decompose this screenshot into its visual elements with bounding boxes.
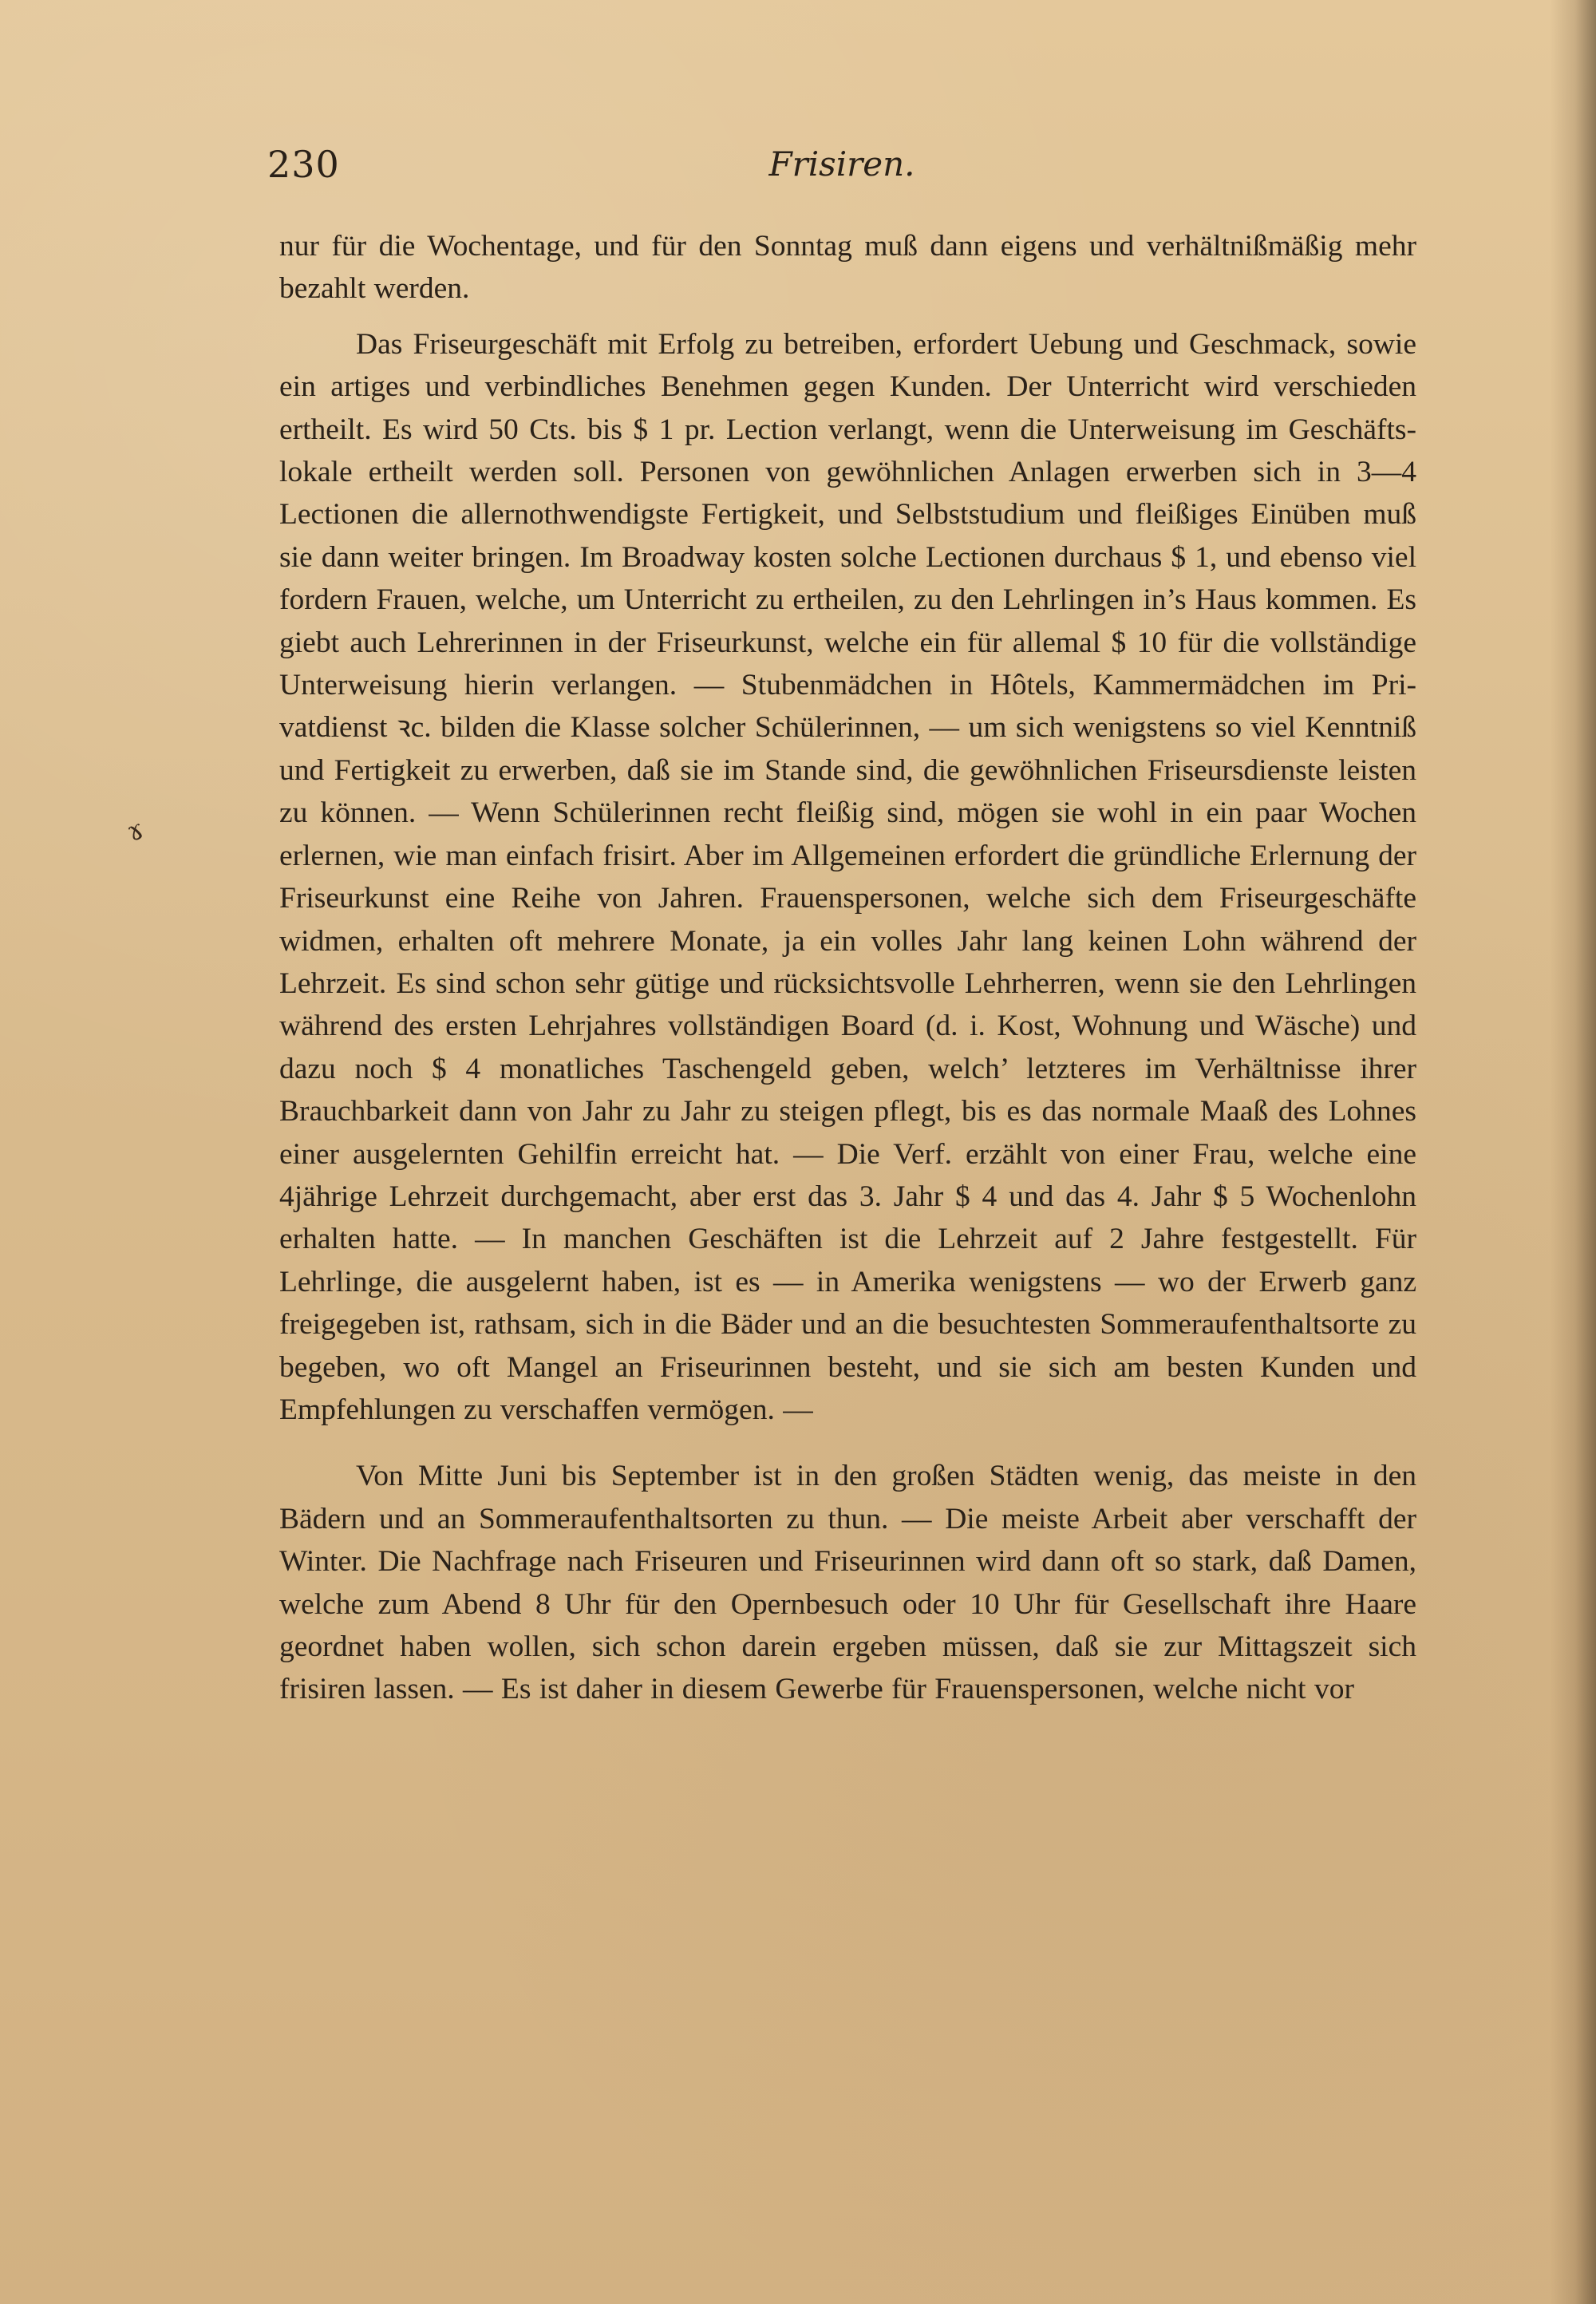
continued-paragraph: nur für die Wochentage, und für den Sonntag muß dann eigens und verhältnißmäßig mehr bezahlt werden. [279,230,1416,306]
training-paragraph: Das Friseurgeschäft mit Erfolg zu betreiben, erfordert Uebung und Geschmack, sowie ein artiges und verbindliches Benehmen gegen Kunden. Der Unterricht wird verschieden ertheilt. Es wird 50 Cts. bis $ 1 pr. Lection verlangt, wenn die Unterweisung im Geschäftslokale ertheilt werden soll. Personen von gewöhnlichen Anlagen erwerben sich in 3—4 Lectionen die allernothwendigste Fertigkeit, und Selbststudium und fleißiges Einüben muß sie dann weiter bringen. Im Broadway kosten solche Lectionen durchaus $ 1, und ebenso viel fordern Frauen, welche, um Unterricht zu ertheilen, zu den Lehrlingen in’s Haus kommen. Es giebt auch Lehrerinnen in der Friseurkunst, welche ein für allemal $ 10 für die vollständige Unterweisung hierin verlangen. — Stubenmädchen in Hôtels, Kammermädchen im Privatdienst ꝛc. bilden die Klasse solcher Schülerinnen, — um sich wenigstens so viel Kenntniß und Fertigkeit zu erwerben, daß sie im Stande sind, die gewöhnlichen Friseursdienste leisten zu können. — Wenn Schülerinnen recht fleißig sind, mögen sie wohl in ein paar Wochen erlernen, wie man einfach frisirt. Aber im Allgemeinen erfordert die gründliche Erlernung der Friseurkunst eine Reihe von Jahren. Frauenspersonen, welche sich dem Friseurgeschäfte widmen, erhalten oft mehrere Monate, ja ein volles Jahr lang keinen Lohn während der Lehrzeit. Es sind schon sehr gütige und rücksichtsvolle Lehrherren, wenn sie den Lehrlingen während des ersten Lehrjahres vollständigen Board (d. i. Kost, Wohnung und Wäsche) und dazu noch $ 4 monatliches Taschengeld geben, welch’ letzteres im Verhältnisse ihrer Brauchbarkeit dann von Jahr zu Jahr zu steigen pflegt, bis es das normale Maaß des Lohnes einer ausgelernten Gehilfin erreicht hat. — Die Verf. erzählt von einer Frau, welche eine 4jährige Lehrzeit durchgemacht, aber erst das 3. Jahr $ 4 und das 4. Jahr $ 5 Wochenlohn erhalten hatte. — In manchen Geschäften ist die Lehrzeit auf 2 Jahre festgestellt. Für Lehrlinge, die ausgelernt haben, ist es — in Amerika wenigstens — wo der Erwerb ganz freigegeben ist, rathsam, sich in die Bäder und an die besuchtesten Sommeraufenthaltsorte zu begeben, wo oft Mangel an Friseurinnen besteht, und sie sich am besten Kunden und Empfehlungen zu verschaffen vermögen. — [279,327,1416,1426]
page-header [267,144,1416,200]
page-number: 230 [267,143,340,186]
running-head: Frisiren. [768,144,915,184]
margin-ink-mark: ɤ [122,812,148,849]
seasonal-work-paragraph: Von Mitte Juni bis September ist in den großen Städten wenig, das meiste in den Bädern und an Sommeraufenthaltsorten zu thun. — Die meiste Arbeit aber verschafft der Winter. Die Nachfrage nach Friseuren und Friseurinnen wird dann oft so stark, daß Damen, welche zum Abend 8 Uhr für den Opernbesuch oder 10 Uhr für Gesellschaft ihre Haare geordnet haben wollen, sich schon darein ergeben müssen, daß sie zur Mittagszeit sich frisiren lassen. — Es ist daher in diesem Gewerbe für Frauenspersonen, welche nicht vor [279,1460,1416,1706]
main-text-block [279,225,1416,1711]
